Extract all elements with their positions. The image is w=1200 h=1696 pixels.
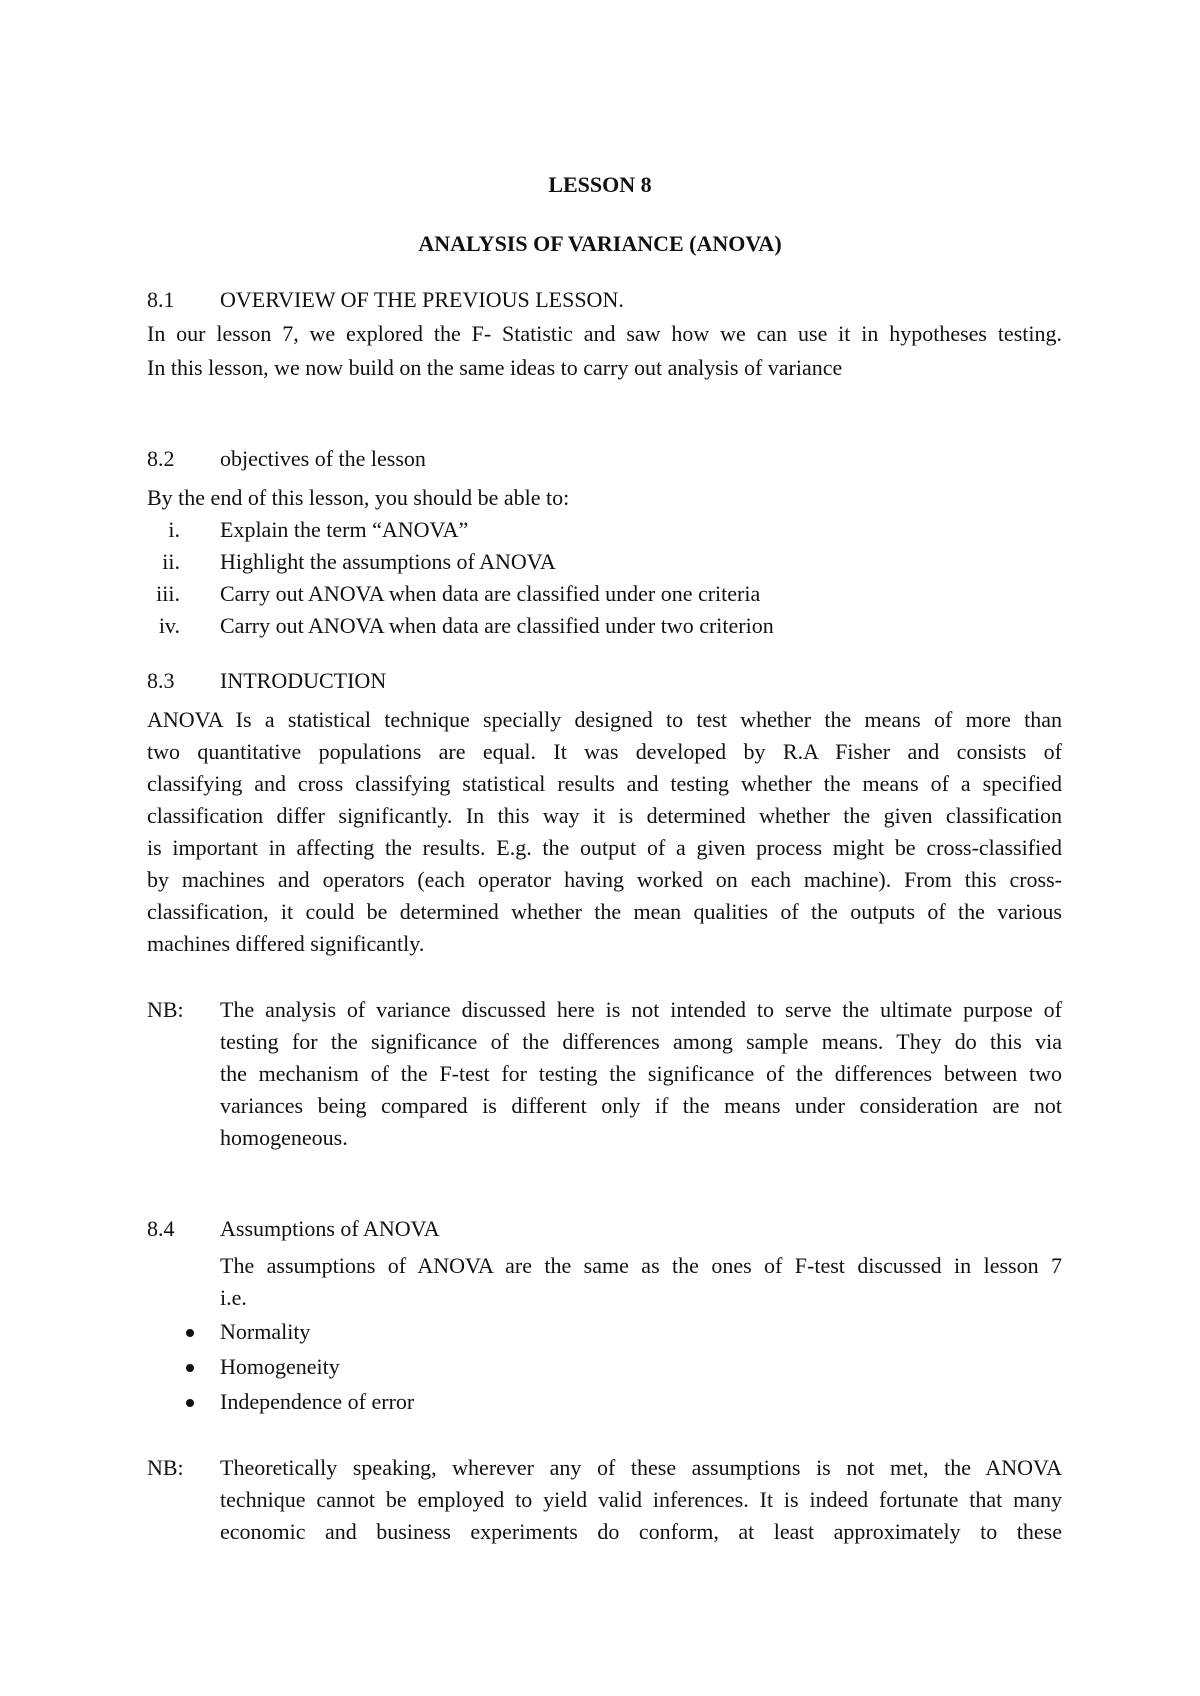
nb-label: NB: xyxy=(147,1455,184,1480)
nb-line: homogeneous. xyxy=(220,1125,348,1150)
section-8-2-number: 8.2 xyxy=(147,446,175,471)
objective-item: Explain the term “ANOVA” xyxy=(220,517,469,542)
nb-line: the mechanism of the F-test for testing the significance of the differences between two xyxy=(220,1061,1062,1086)
lesson-number: LESSON 8 xyxy=(548,172,652,197)
intro-paragraph-line: machines differed significantly. xyxy=(147,931,425,956)
bullet-icon xyxy=(186,1399,194,1407)
nb-line: economic and business experiments do conform, at least approximately to these xyxy=(220,1519,1062,1544)
intro-paragraph-line: two quantitative populations are equal. It was developed by R.A Fisher and consists of xyxy=(147,739,1062,764)
objective-marker: iii. xyxy=(156,581,180,606)
intro-paragraph-line: classification, it could be determined whether the mean qualities of the outputs of the various xyxy=(147,899,1062,924)
section-8-1-number: 8.1 xyxy=(147,287,175,312)
intro-paragraph-line: by machines and operators (each operator having worked on each machine). From this cross- xyxy=(147,867,1062,892)
intro-paragraph-line: ANOVA Is a statistical technique specially designed to test whether the means of more than xyxy=(147,707,1062,732)
assumption-item: Normality xyxy=(220,1319,311,1344)
assumption-item: Homogeneity xyxy=(220,1354,340,1379)
nb-line: technique cannot be employed to yield valid inferences. It is indeed fortunate that many xyxy=(220,1487,1062,1512)
bullet-icon xyxy=(186,1329,194,1337)
section-8-4-number: 8.4 xyxy=(147,1216,175,1241)
section-8-1-heading: OVERVIEW OF THE PREVIOUS LESSON. xyxy=(220,287,624,312)
assumption-item: Independence of error xyxy=(220,1389,415,1414)
bullet-icon xyxy=(186,1364,194,1372)
intro-paragraph-line: classifying and cross classifying statistical results and testing whether the means of a specified xyxy=(147,771,1062,796)
section-8-2-intro: By the end of this lesson, you should be able to: xyxy=(147,485,570,510)
objective-marker: iv. xyxy=(158,613,180,638)
objective-item: Carry out ANOVA when data are classified under two criterion xyxy=(220,613,774,638)
objective-marker: ii. xyxy=(162,549,180,574)
assumptions-line: i.e. xyxy=(220,1285,247,1310)
section-8-2-heading: objectives of the lesson xyxy=(220,446,426,471)
intro-paragraph-line: classification differ significantly. In this way it is determined whether the given classification xyxy=(147,803,1062,828)
assumptions-line: The assumptions of ANOVA are the same as the ones of F-test discussed in lesson 7 xyxy=(220,1253,1062,1278)
section-8-4-heading: Assumptions of ANOVA xyxy=(220,1216,440,1241)
objective-item: Highlight the assumptions of ANOVA xyxy=(220,549,556,574)
nb-line: testing for the significance of the differences among sample means. They do this via xyxy=(220,1029,1062,1054)
intro-paragraph-line: is important in affecting the results. E.g. the output of a given process might be cross-classified xyxy=(147,835,1062,860)
nb-line: The analysis of variance discussed here is not intended to serve the ultimate purpose of xyxy=(220,997,1062,1022)
nb-line: variances being compared is different only if the means under consideration are not xyxy=(220,1093,1062,1118)
objective-item: Carry out ANOVA when data are classified under one criteria xyxy=(220,581,761,606)
section-8-1-line: In our lesson 7, we explored the F- Statistic and saw how we can use it in hypotheses testing. xyxy=(147,321,1062,346)
section-8-3-heading: INTRODUCTION xyxy=(220,668,387,693)
objective-marker: i. xyxy=(168,517,180,542)
section-8-3-number: 8.3 xyxy=(147,668,175,693)
section-8-1-line: In this lesson, we now build on the same ideas to carry out analysis of variance xyxy=(147,355,843,380)
nb-label: NB: xyxy=(147,997,184,1022)
page-title: ANALYSIS OF VARIANCE (ANOVA) xyxy=(418,231,782,256)
nb-line: Theoretically speaking, wherever any of these assumptions is not met, the ANOVA xyxy=(220,1455,1062,1480)
